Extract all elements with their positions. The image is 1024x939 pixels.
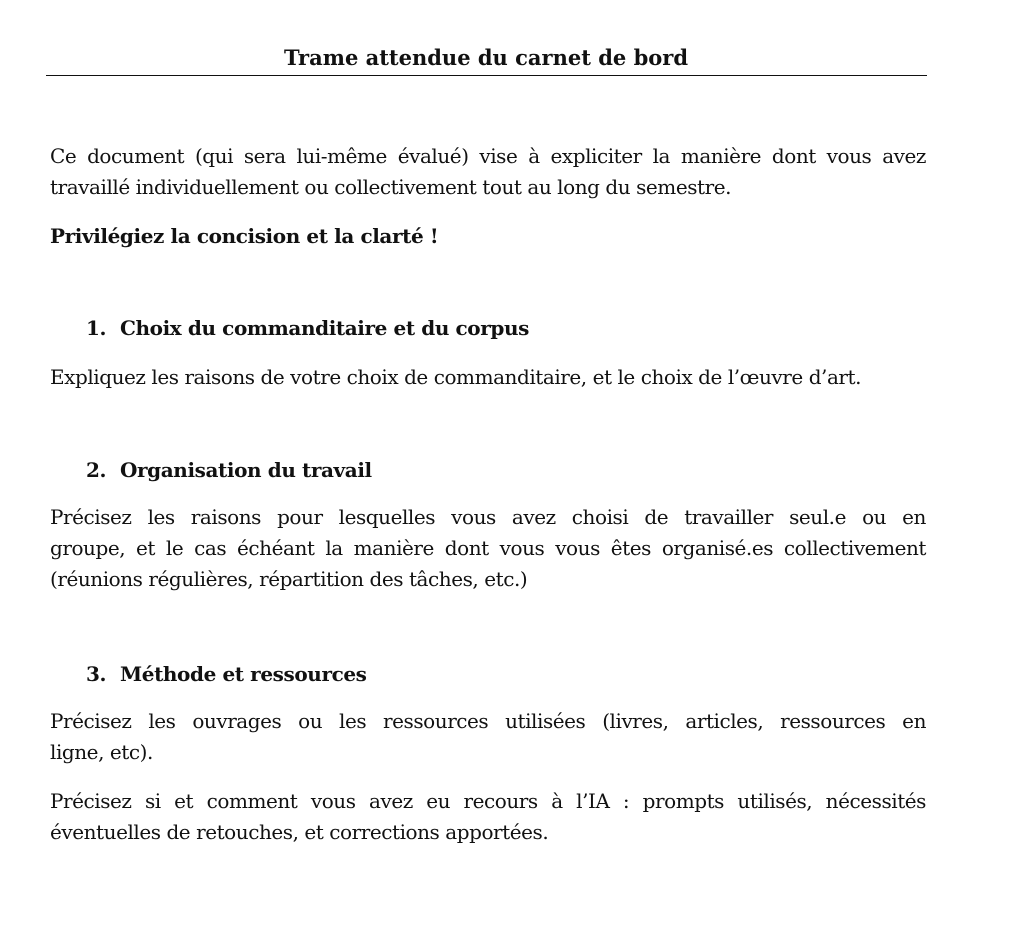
paragraph-line: groupe, et le cas échéant la manière dont vous vous êtes organisé.es collectivement xyxy=(50,536,926,560)
section-number: 2. xyxy=(86,458,107,482)
section-title: Méthode et ressources xyxy=(120,662,367,686)
document-title: Trame attendue du carnet de bord xyxy=(283,45,689,70)
section-1-paragraph xyxy=(50,362,926,393)
intro-line: Ce document (qui sera lui-même évalué) vise à expliciter la manière dont vous avez xyxy=(50,144,926,168)
paragraph-line: (réunions régulières, répartition des tâches, etc.) xyxy=(50,567,528,591)
intro-paragraph xyxy=(50,141,926,203)
section-title: Organisation du travail xyxy=(120,458,372,482)
intro-line: travaillé individuellement ou collectivement tout au long du semestre. xyxy=(50,175,732,199)
section-3-paragraph-1 xyxy=(50,706,926,768)
section-heading-1 xyxy=(86,314,529,342)
paragraph-line: ligne, etc). xyxy=(50,740,153,764)
paragraph-line: Précisez les raisons pour lesquelles vous avez choisi de travailler seul.e ou en xyxy=(50,505,926,529)
intro-emphasis: Privilégiez la concision et la clarté ! xyxy=(50,224,439,248)
section-heading-3 xyxy=(86,660,367,688)
paragraph-line: Précisez si et comment vous avez eu recours à l’IA : prompts utilisés, nécessités xyxy=(50,789,926,813)
title-underline xyxy=(46,75,927,76)
section-heading-2 xyxy=(86,456,372,484)
section-number: 3. xyxy=(86,662,107,686)
paragraph-line: éventuelles de retouches, et corrections apportées. xyxy=(50,820,549,844)
paragraph-line: Expliquez les raisons de votre choix de commanditaire, et le choix de l’œuvre d’art. xyxy=(50,365,862,389)
section-number: 1. xyxy=(86,316,107,340)
section-3-paragraph-2 xyxy=(50,786,926,848)
paragraph-line: Précisez les ouvrages ou les ressources utilisées (livres, articles, ressources en xyxy=(50,709,926,733)
section-2-paragraph xyxy=(50,502,926,595)
section-title: Choix du commanditaire et du corpus xyxy=(120,316,529,340)
